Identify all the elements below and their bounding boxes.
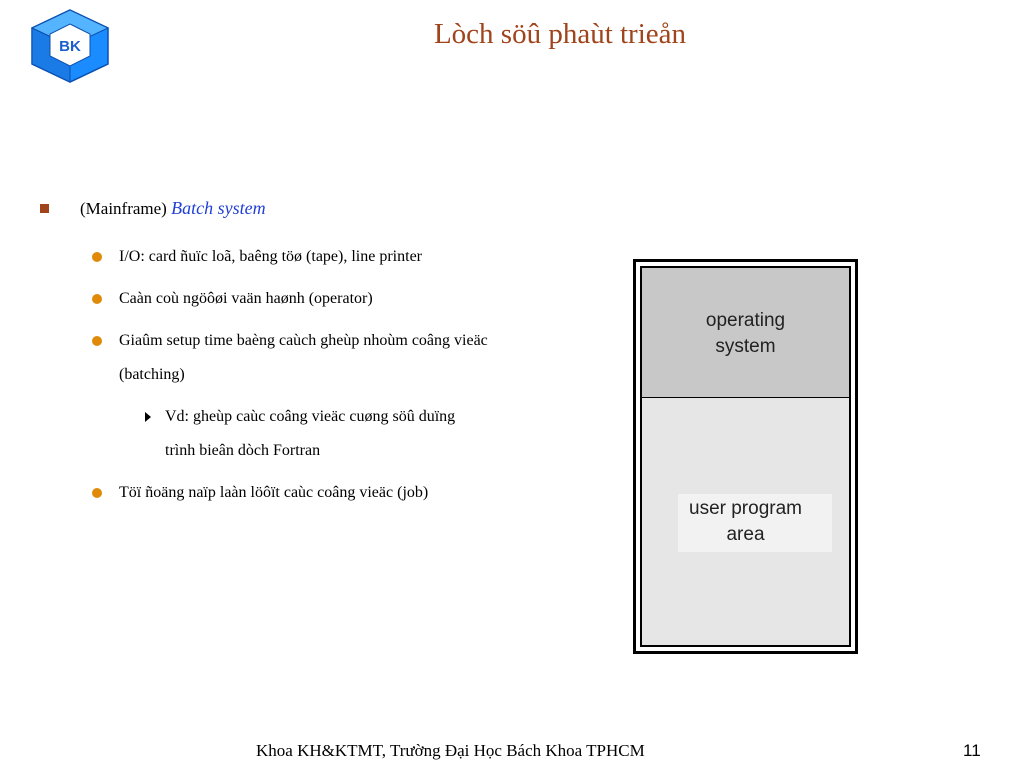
- university-logo: [28, 8, 112, 84]
- square-bullet-icon: [40, 204, 49, 213]
- bullet-emphasis: Batch system: [171, 198, 266, 218]
- sub-bullet-text: Töï ñoäng naïp laàn löôït caùc coâng vieäc (job): [119, 484, 429, 501]
- sub-sub-bullet-text: Vd: gheùp caùc coâng vieäc cuøng söû duïng trình bieân dòch Fortran: [165, 408, 456, 459]
- slide-content: [40, 196, 600, 518]
- bullet-prefix: (Mainframe): [80, 199, 167, 218]
- user-label-line1: user program: [689, 498, 802, 519]
- sub-bullet-text: Giaûm setup time baèng caùch gheùp nhoùm coâng vieäc (batching): [119, 332, 488, 383]
- os-label-line2: system: [715, 336, 776, 357]
- bk-logo-icon: [28, 8, 112, 84]
- sub-bullet-batching: [40, 324, 539, 392]
- memory-layout-diagram: [633, 259, 858, 654]
- dot-bullet-icon: [92, 252, 102, 262]
- dot-bullet-icon: [92, 294, 102, 304]
- memory-inner-frame: [640, 266, 851, 647]
- user-region-label: [642, 496, 849, 548]
- dot-bullet-icon: [92, 336, 102, 346]
- sub-bullet-operator: [40, 282, 539, 316]
- user-program-region: [642, 398, 849, 645]
- sub-bullet-job-loading: [40, 476, 539, 510]
- user-label-line2: area: [726, 524, 765, 545]
- sub-bullet-io: [40, 240, 539, 274]
- svg-text:BK: BK: [59, 38, 81, 55]
- sub-bullet-text: Caàn coù ngöôøi vaän haønh (operator): [119, 290, 373, 307]
- os-region-label: [642, 308, 849, 360]
- slide-title: Lòch söû phaùt trieån: [433, 18, 687, 50]
- dot-bullet-icon: [92, 488, 102, 498]
- os-label-line1: operating: [705, 310, 786, 331]
- operating-system-region: [642, 268, 849, 398]
- triangle-bullet-icon: [145, 412, 151, 422]
- bullet-mainframe: [40, 196, 600, 221]
- page-number: 11: [963, 741, 981, 760]
- slide-footer: Khoa KH&KTMT, Trường Đại Học Bách Khoa TPHCM: [256, 741, 645, 760]
- sub-bullet-text: I/O: card ñuïc loã, baêng töø (tape), line printer: [119, 248, 422, 265]
- sub-sub-bullet-example: [40, 400, 485, 468]
